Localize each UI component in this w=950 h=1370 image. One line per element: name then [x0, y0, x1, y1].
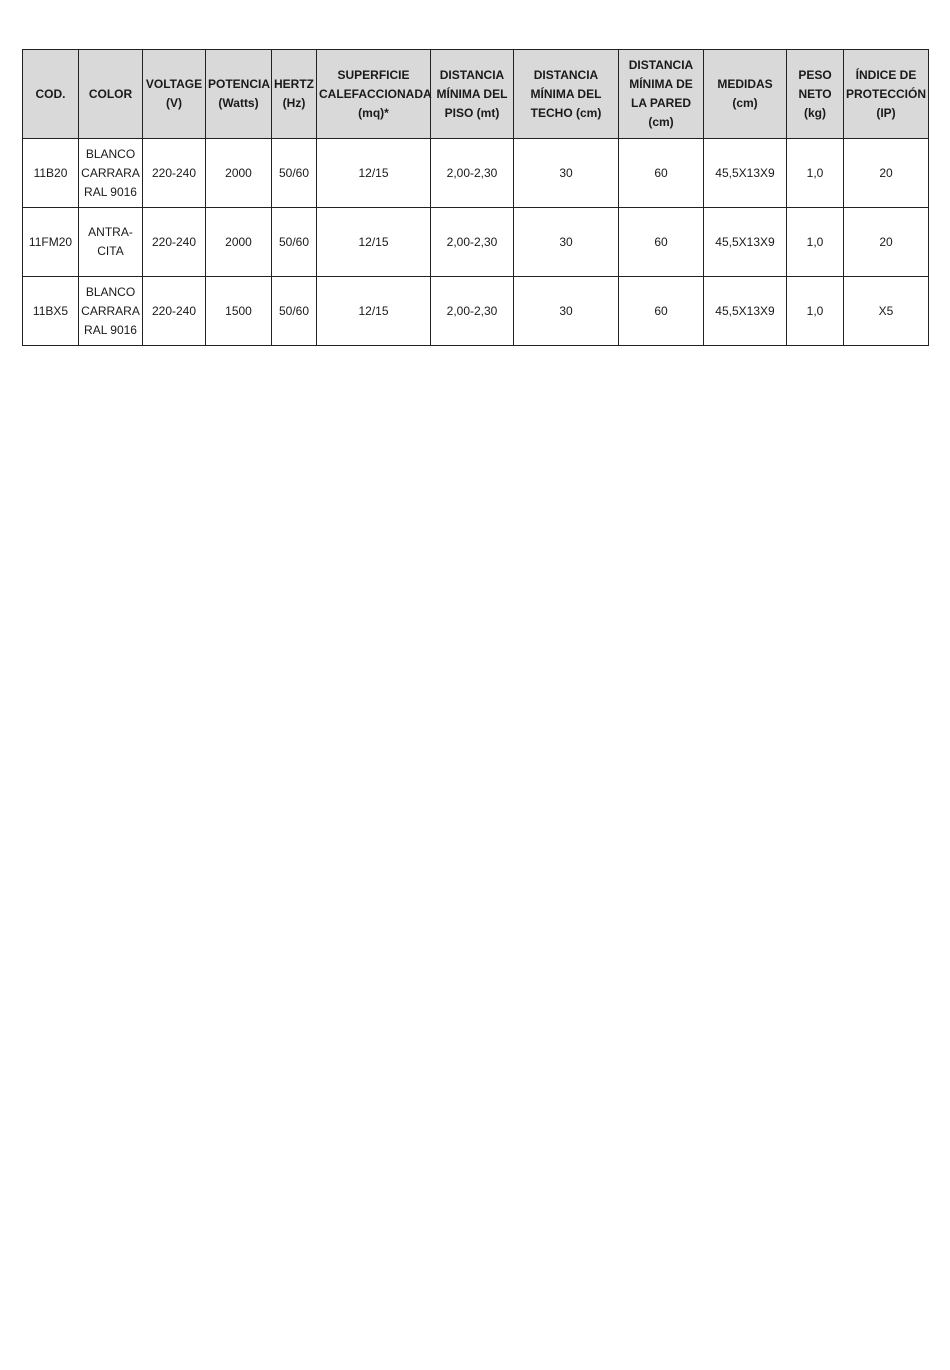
header-indice-proteccion: ÍNDICE DE PROTECCIÓN (IP): [844, 50, 929, 139]
cell-potencia: 2000: [206, 208, 272, 277]
cell-color: ANTRA- CITA: [79, 208, 143, 277]
cell-hertz: 50/60: [272, 277, 317, 346]
header-hertz: HERTZ (Hz): [272, 50, 317, 139]
cell-peso: 1,0: [787, 208, 844, 277]
cell-distancia-techo: 30: [514, 208, 619, 277]
cell-distancia-pared: 60: [619, 208, 704, 277]
cell-hertz: 50/60: [272, 139, 317, 208]
cell-distancia-pared: 60: [619, 277, 704, 346]
cell-cod: 11FM20: [23, 208, 79, 277]
header-cod: COD.: [23, 50, 79, 139]
header-voltage: VOLTAGE (V): [143, 50, 206, 139]
cell-peso: 1,0: [787, 277, 844, 346]
cell-potencia: 1500: [206, 277, 272, 346]
cell-distancia-techo: 30: [514, 277, 619, 346]
cell-superficie: 12/15: [317, 139, 431, 208]
header-superficie: SUPERFICIE CALEFACCIONADA (mq)*: [317, 50, 431, 139]
header-row: [23, 50, 929, 139]
header-distancia-pared: DISTANCIA MÍNIMA DE LA PARED (cm): [619, 50, 704, 139]
cell-indice-proteccion: 20: [844, 208, 929, 277]
cell-distancia-pared: 60: [619, 139, 704, 208]
header-medidas: MEDIDAS (cm): [704, 50, 787, 139]
cell-medidas: 45,5X13X9: [704, 208, 787, 277]
specifications-table: [22, 49, 929, 346]
header-potencia: POTENCIA (Watts): [206, 50, 272, 139]
cell-potencia: 2000: [206, 139, 272, 208]
cell-cod: 11BX5: [23, 277, 79, 346]
table-row: [23, 277, 929, 346]
cell-cod: 11B20: [23, 139, 79, 208]
cell-distancia-piso: 2,00-2,30: [431, 208, 514, 277]
cell-medidas: 45,5X13X9: [704, 139, 787, 208]
cell-voltage: 220-240: [143, 277, 206, 346]
cell-superficie: 12/15: [317, 208, 431, 277]
table-row: [23, 208, 929, 277]
cell-hertz: 50/60: [272, 208, 317, 277]
table-row: [23, 139, 929, 208]
cell-distancia-piso: 2,00-2,30: [431, 277, 514, 346]
cell-distancia-piso: 2,00-2,30: [431, 139, 514, 208]
header-color: COLOR: [79, 50, 143, 139]
table-body: [23, 139, 929, 346]
cell-superficie: 12/15: [317, 277, 431, 346]
cell-voltage: 220-240: [143, 139, 206, 208]
header-peso: PESO NETO (kg): [787, 50, 844, 139]
cell-voltage: 220-240: [143, 208, 206, 277]
header-distancia-piso: DISTANCIA MÍNIMA DEL PISO (mt): [431, 50, 514, 139]
cell-indice-proteccion: 20: [844, 139, 929, 208]
cell-indice-proteccion: X5: [844, 277, 929, 346]
table-header: [23, 50, 929, 139]
cell-color: BLANCO CARRARA RAL 9016: [79, 139, 143, 208]
header-distancia-techo: DISTANCIA MÍNIMA DEL TECHO (cm): [514, 50, 619, 139]
cell-medidas: 45,5X13X9: [704, 277, 787, 346]
cell-color: BLANCO CARRARA RAL 9016: [79, 277, 143, 346]
cell-distancia-techo: 30: [514, 139, 619, 208]
cell-peso: 1,0: [787, 139, 844, 208]
